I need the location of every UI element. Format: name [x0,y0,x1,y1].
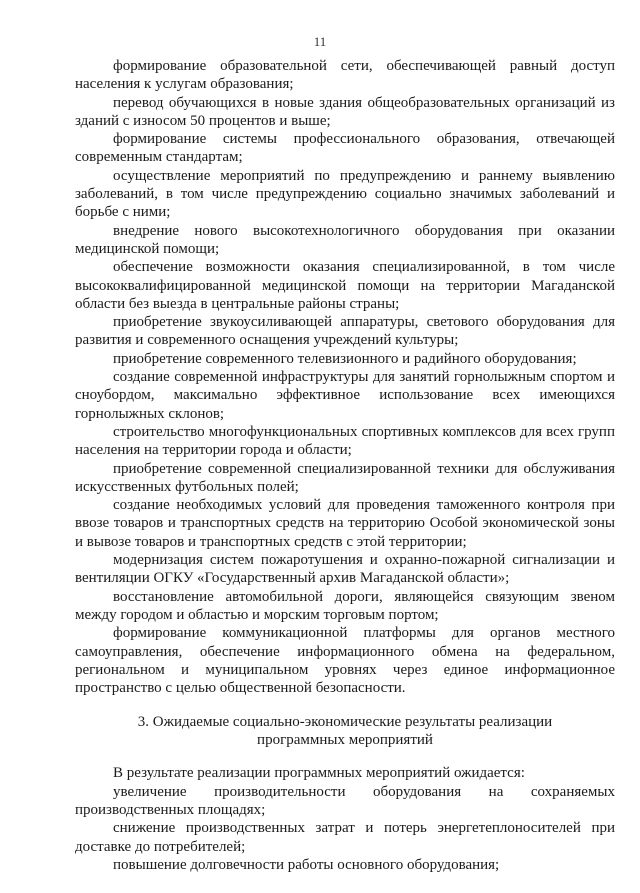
paragraph: создание необходимых условий для проведения таможенного контроля при ввозе товаров и транспортных средств на территорию Особой экономической зоны и вывозе товаров и транспортных средств с этой территории; [75,497,615,550]
paragraph: перевод обучающихся в новые здания общеобразовательных организаций из зданий с износом 50 процентов и выше; [75,94,615,129]
paragraph: приобретение современного телевизионного и радийного оборудования; [113,350,577,367]
paragraph: повышение долговечности работы основного оборудования; [113,856,500,873]
paragraph: восстановление автомобильной дороги, являющейся связующим звеном между городом и областью и морским торговым портом; [75,588,615,623]
document-body [75,57,615,874]
paragraph: снижение производственных затрат и потерь энергетеплоносителей при доставке до потребителей; [75,820,615,855]
section-heading-line2: программных мероприятий [257,732,433,749]
paragraph: формирование системы профессионального образования, отвечающей современным стандартам; [75,131,615,166]
paragraph: увеличение производительности оборудования на сохраняемых производственных площадях; [75,783,615,818]
paragraph: обеспечение возможности оказания специализированной, в том числе высококвалифицированной медицинской помощи на территории Магаданской области без выезда в центральные районы страны; [75,259,615,312]
section-heading [75,713,615,749]
paragraph: строительство многофункциональных спортивных комплексов для всех групп населения на территории города и области; [75,423,615,459]
paragraph: формирование образовательной сети, обеспечивающей равный доступ населения к услугам образования; [75,58,615,93]
paragraph: внедрение нового высокотехнологичного оборудования при оказании медицинской помощи; [75,222,615,257]
paragraph: приобретение современной специализированной техники для обслуживания искусственных футбольных полей; [75,460,615,495]
paragraph: осуществление мероприятий по предупреждению и раннему выявлению заболеваний, в том числе предупреждению социально значимых заболеваний и борьбе с ними; [75,167,615,221]
section-heading-line1: 3. Ожидаемые социально-экономические результаты реализации [137,714,553,731]
paragraph: приобретение звукоусиливающей аппаратуры, светового оборудования для развития и современного оснащения учреждений культуры; [75,314,615,349]
page-number: 11 [313,34,327,49]
paragraph: создание современной инфраструктуры для занятий горнолыжным спортом и сноубордом, максимально эффективное использование всех имеющихся горнолыжных склонов; [75,369,615,422]
paragraph: модернизация систем пожаротушения и охранно-пожарной сигнализации и вентиляции ОГКУ «Государственный архив Магаданской области»; [75,552,615,587]
paragraph: формирование коммуникационной платформы для органов местного самоуправления, обеспечение информационного обмена на федеральном, региональном и муниципальном уровнях через единое информационное пространство с целью общественной безопасности. [75,625,615,697]
paragraph: В результате реализации программных мероприятий ожидается: [113,765,525,782]
